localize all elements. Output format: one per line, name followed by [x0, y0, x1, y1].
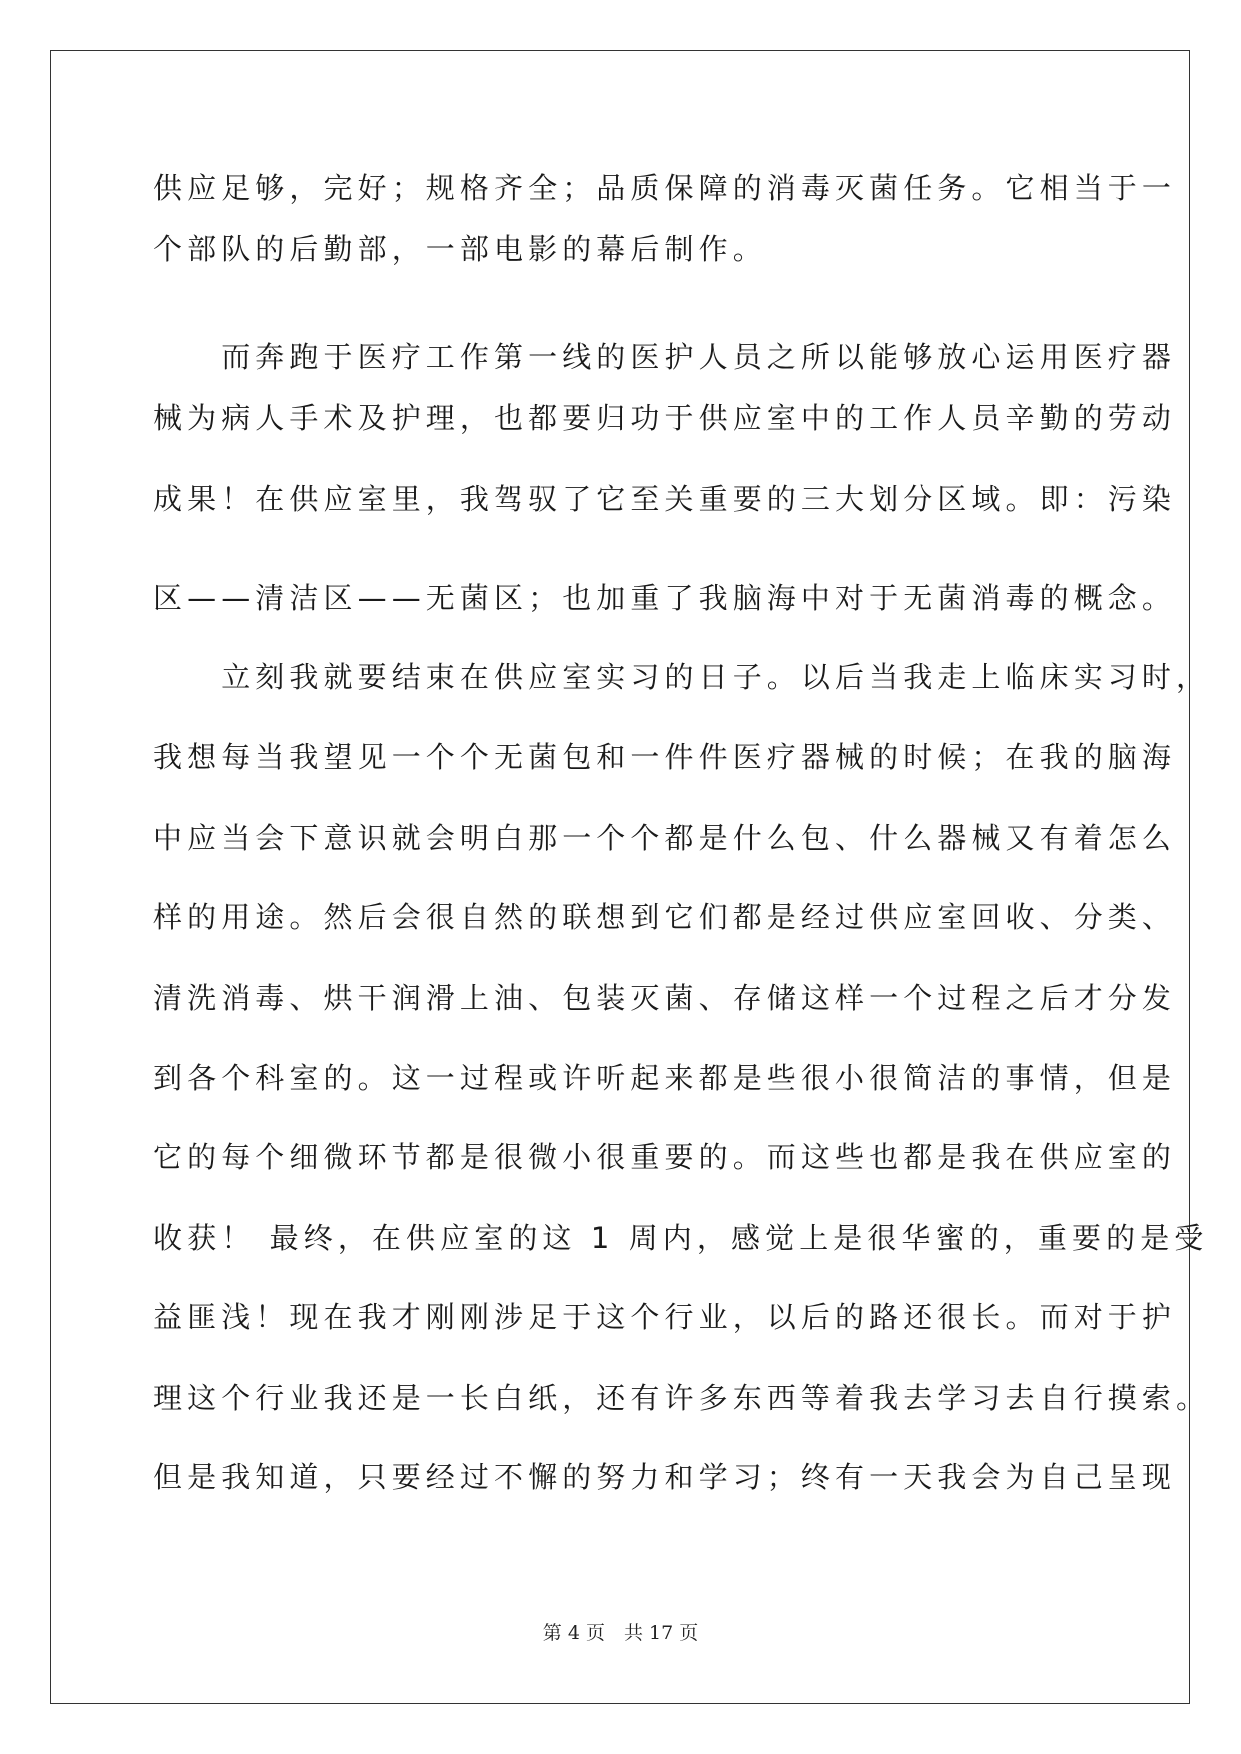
page-number-footer: 第 4 页 共 17 页 — [542, 1622, 699, 1644]
text-line: 我想每当我望见一个个无菌包和一件件医疗器械的时候；在我的脑海 — [153, 740, 1177, 774]
text-line: 成果！在供应室里，我驾驭了它至关重要的三大划分区域。即：污染 — [153, 482, 1177, 516]
text-line: 到各个科室的。这一过程或许听起来都是些很小很简洁的事情，但是 — [153, 1061, 1177, 1095]
text-line: 械为病人手术及护理，也都要归功于供应室中的工作人员辛勤的劳动 — [153, 401, 1177, 435]
text-line: 个部队的后勤部，一部电影的幕后制作。 — [153, 232, 767, 266]
text-line: 它的每个细微环节都是很微小很重要的。而这些也都是我在供应室的 — [153, 1140, 1177, 1174]
text-line: 区——清洁区——无菌区；也加重了我脑海中对于无菌消毒的概念。 — [153, 581, 1177, 615]
text-line: 供应足够，完好；规格齐全；品质保障的消毒灭菌任务。它相当于一 — [153, 171, 1177, 205]
text-line: 收获！ 最终，在供应室的这 1 周内，感觉上是很华蜜的，重要的是受 — [153, 1221, 1209, 1255]
text-line: 而奔跑于医疗工作第一线的医护人员之所以能够放心运用医疗器 — [153, 340, 1177, 374]
page-border — [50, 50, 1211, 1704]
text-line: 益匪浅！现在我才刚刚涉足于这个行业，以后的路还很长。而对于护 — [153, 1300, 1177, 1334]
text-line: 但是我知道，只要经过不懈的努力和学习；终有一天我会为自己呈现 — [153, 1460, 1177, 1494]
text-line: 样的用途。然后会很自然的联想到它们都是经过供应室回收、分类、 — [153, 900, 1177, 934]
text-line: 立刻我就要结束在供应室实习的日子。以后当我走上临床实习时， — [153, 660, 1211, 694]
text-line: 中应当会下意识就会明白那一个个都是什么包、什么器械又有着怎么 — [153, 821, 1177, 855]
text-line: 清洗消毒、烘干润滑上油、包装灭菌、存储这样一个过程之后才分发 — [153, 981, 1177, 1015]
text-line: 理这个行业我还是一长白纸，还有许多东西等着我去学习去自行摸索。 — [153, 1381, 1211, 1415]
